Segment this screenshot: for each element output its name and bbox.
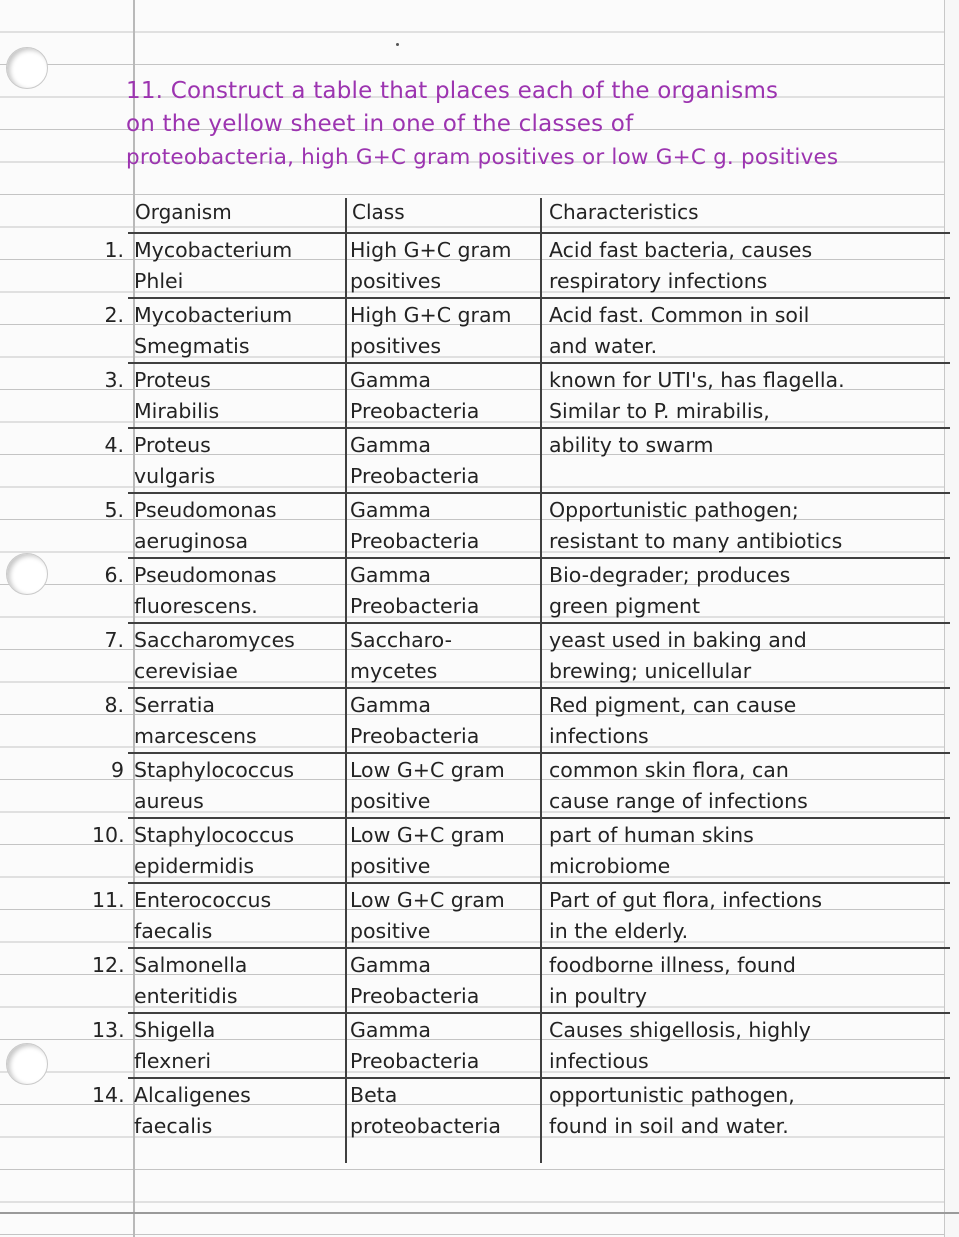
class-name: Beta: [350, 1083, 398, 1107]
prompt-line: on the yellow sheet in one of the classes of: [126, 111, 634, 137]
row-separator: [128, 427, 950, 429]
class-name: positive: [350, 789, 431, 813]
organism-name: epidermidis: [134, 854, 255, 878]
header-characteristics: Characteristics: [549, 200, 699, 224]
characteristic-text: brewing; unicellular: [549, 659, 752, 683]
page-edge: [944, 0, 959, 1237]
organism-name: Mirabilis: [134, 399, 220, 423]
characteristic-text: resistant to many antibiotics: [549, 529, 843, 553]
characteristic-text: in poultry: [549, 984, 648, 1008]
question-prompt: [126, 75, 946, 174]
characteristic-text: ability to swarm: [549, 433, 714, 457]
row-number: 6.: [104, 563, 124, 587]
class-name: High G+C gram: [350, 238, 512, 262]
organism-name: Serratia: [134, 693, 215, 717]
organism-name: flexneri: [134, 1049, 212, 1073]
characteristic-text: foodborne illness, found: [549, 953, 796, 977]
organism-name: Proteus: [134, 433, 211, 457]
characteristic-text: Bio-degrader; produces: [549, 563, 791, 587]
class-name: positive: [350, 919, 431, 943]
class-name: proteobacteria: [350, 1114, 501, 1138]
header-organism: Organism: [135, 200, 232, 224]
characteristic-text: Opportunistic pathogen;: [549, 498, 799, 522]
row-separator: [128, 947, 950, 949]
class-name: Preobacteria: [350, 724, 480, 748]
organism-name: Staphylococcus: [134, 823, 295, 847]
organism-name: fluorescens.: [134, 594, 258, 618]
table-divider-characteristics: [540, 198, 542, 1163]
characteristic-text: found in soil and water.: [549, 1114, 789, 1138]
organism-name: aureus: [134, 789, 204, 813]
organism-name: Mycobacterium: [134, 238, 293, 262]
organism-name: Mycobacterium: [134, 303, 293, 327]
row-separator: [128, 1012, 950, 1014]
organism-name: Enterococcus: [134, 888, 272, 912]
organism-name: cerevisiae: [134, 659, 238, 683]
organism-name: Alcaligenes: [134, 1083, 251, 1107]
class-name: Gamma: [350, 498, 431, 522]
organism-name: Smegmatis: [134, 334, 250, 358]
class-name: mycetes: [350, 659, 438, 683]
class-name: Preobacteria: [350, 529, 480, 553]
characteristic-text: and water.: [549, 334, 658, 358]
class-name: Preobacteria: [350, 464, 480, 488]
row-number: 3.: [104, 368, 124, 392]
characteristic-text: cause range of infections: [549, 789, 808, 813]
characteristic-text: respiratory infections: [549, 269, 768, 293]
class-name: Preobacteria: [350, 984, 480, 1008]
class-name: positive: [350, 854, 431, 878]
row-number: 12.: [92, 953, 125, 977]
organism-name: Saccharomyces: [134, 628, 295, 652]
class-name: Preobacteria: [350, 399, 480, 423]
binder-hole-top: [6, 47, 48, 89]
prompt-line: proteobacteria, high G+C gram positives or low G+C g. positives: [126, 145, 839, 170]
characteristic-text: common skin flora, can: [549, 758, 789, 782]
organism-name: vulgaris: [134, 464, 216, 488]
characteristic-text: in the elderly.: [549, 919, 689, 943]
organism-name: Proteus: [134, 368, 211, 392]
organism-name: Pseudomonas: [134, 498, 277, 522]
class-name: Gamma: [350, 563, 431, 587]
organism-name: faecalis: [134, 919, 213, 943]
row-number: 8.: [104, 693, 124, 717]
organism-name: aeruginosa: [134, 529, 249, 553]
row-separator: [128, 687, 950, 689]
table-divider-class: [345, 198, 347, 1163]
row-number: 5.: [104, 498, 124, 522]
organism-name: Pseudomonas: [134, 563, 277, 587]
prompt-line: 11. Construct a table that places each of the organisms: [126, 78, 779, 104]
class-name: positives: [350, 269, 442, 293]
organism-name: Staphylococcus: [134, 758, 295, 782]
row-number: 4.: [104, 433, 124, 457]
header-class: Class: [352, 200, 405, 224]
class-name: Gamma: [350, 368, 431, 392]
characteristic-text: Part of gut flora, infections: [549, 888, 823, 912]
characteristic-text: Acid fast. Common in soil: [549, 303, 810, 327]
class-name: Low G+C gram: [350, 888, 505, 912]
class-name: Gamma: [350, 693, 431, 717]
organism-name: marcescens: [134, 724, 257, 748]
class-name: Preobacteria: [350, 1049, 480, 1073]
row-number: 10.: [92, 823, 125, 847]
organism-name: faecalis: [134, 1114, 213, 1138]
organism-name: Salmonella: [134, 953, 248, 977]
characteristic-text: yeast used in baking and: [549, 628, 807, 652]
class-name: High G+C gram: [350, 303, 512, 327]
class-name: Gamma: [350, 1018, 431, 1042]
class-name: Gamma: [350, 433, 431, 457]
characteristic-text: Similar to P. mirabilis,: [549, 399, 770, 423]
characteristic-text: Red pigment, can cause: [549, 693, 797, 717]
binder-hole-middle: [6, 553, 48, 595]
class-name: Low G+C gram: [350, 758, 505, 782]
organism-name: Shigella: [134, 1018, 216, 1042]
paper-bottom-edge: [0, 1212, 959, 1214]
row-number: 14.: [92, 1083, 125, 1107]
class-name: Saccharo-: [350, 628, 452, 652]
characteristic-text: infectious: [549, 1049, 649, 1073]
row-number: 9: [110, 758, 124, 782]
characteristic-text: known for UTI's, has flagella.: [549, 368, 845, 392]
characteristic-text: microbiome: [549, 854, 671, 878]
class-name: Low G+C gram: [350, 823, 505, 847]
row-number: 11.: [92, 888, 125, 912]
characteristic-text: opportunistic pathogen,: [549, 1083, 795, 1107]
class-name: Gamma: [350, 953, 431, 977]
characteristic-text: Acid fast bacteria, causes: [549, 238, 813, 262]
row-number: 1.: [104, 238, 124, 262]
row-number: 7.: [104, 628, 124, 652]
characteristic-text: Causes shigellosis, highly: [549, 1018, 811, 1042]
characteristic-text: part of human skins: [549, 823, 754, 847]
organism-name: Phlei: [134, 269, 184, 293]
pencil-dot: [396, 43, 399, 46]
characteristic-text: green pigment: [549, 594, 701, 618]
class-name: positives: [350, 334, 442, 358]
binder-hole-bottom: [6, 1043, 48, 1085]
characteristic-text: infections: [549, 724, 649, 748]
organism-name: enteritidis: [134, 984, 238, 1008]
class-name: Preobacteria: [350, 594, 480, 618]
row-number: 13.: [92, 1018, 125, 1042]
row-separator: [128, 1077, 950, 1079]
row-number: 2.: [104, 303, 124, 327]
